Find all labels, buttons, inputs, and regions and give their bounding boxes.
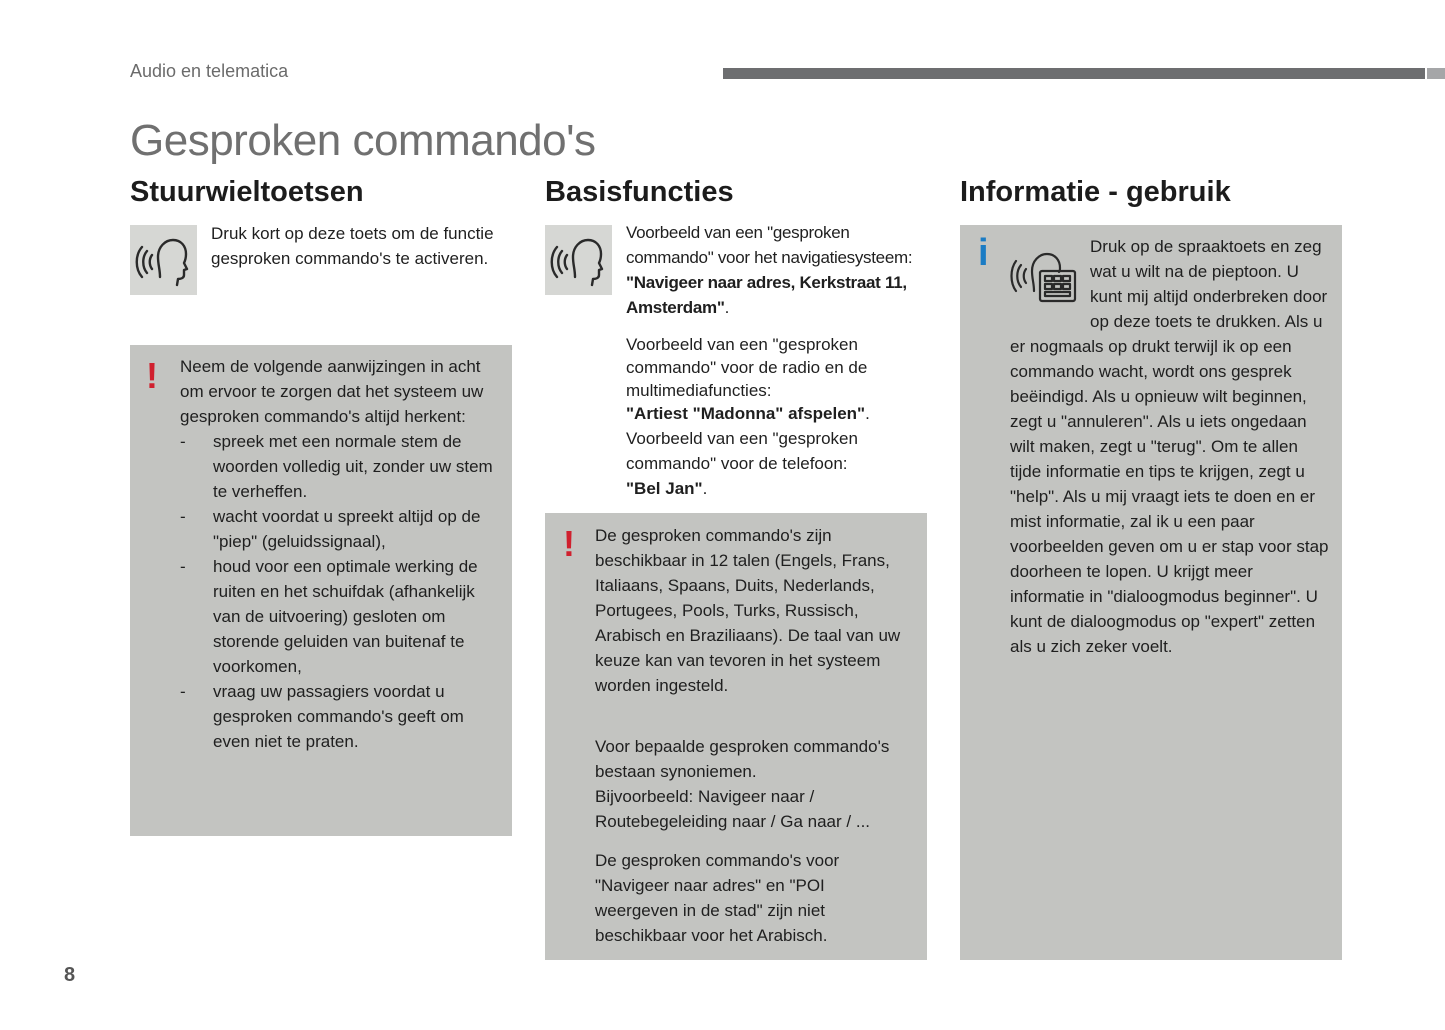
info-icon: i bbox=[978, 232, 989, 274]
example-radio-command: "Artiest "Madonna" afspelen" bbox=[626, 404, 866, 423]
voice-command-icon bbox=[545, 225, 612, 295]
warning-box-languages bbox=[545, 513, 927, 960]
arabic-paragraph: De gesproken commando's voor "Navigeer naar adres" en "POI weergeven in de stad" zijn niet beschikbaar voor het Arabisch. bbox=[595, 851, 840, 945]
section-label: Audio en telematica bbox=[130, 61, 289, 81]
heading-informatie-gebruik: Informatie - gebruik bbox=[960, 176, 1231, 208]
header-divider-bar bbox=[723, 68, 1425, 79]
list-item: - wacht voordat u spreekt altijd op de "piep" (geluidssignaal), bbox=[180, 507, 481, 551]
example-navigation: Voorbeeld van een "gesproken commando" voor het navigatiesysteem: "Navigeer naar adres, Kerkstraat 11, Amsterdam". bbox=[626, 220, 926, 320]
usage-info-text: Druk op de spraaktoets en zeg wat u wilt na de pieptoon. U kunt mij altijd onderbreken door op deze toets te drukken. Als u er nogmaals op drukt terwijl ik op een commando wacht, wordt ons gesprek beëindigd. Als u opnieuw wilt beginnen, zegt u "annuleren". Als u iets ongedaan wilt maken, zegt u "terug". Om te allen tijde informatie en tips te krijgen, zegt u "help". Als u mij vraagt iets te doen en er mist informatie, zal ik u een paar voorbeelden geven om u er stap voor stap doorheen te lopen. U krijgt meer informatie in "dialoogmodus beginner". U kunt de dialoogmodus op "expert" zetten als u zich zeker voelt. bbox=[1010, 237, 1329, 656]
warning-intro: Neem de volgende aanwijzingen in acht om ervoor te zorgen dat het systeem uw gesproken commando's altijd herkent: bbox=[180, 357, 484, 426]
page-number: 8 bbox=[64, 964, 76, 986]
languages-paragraph: De gesproken commando's zijn beschikbaar in 12 talen (Engels, Frans, Italiaans, Spaans, Duits, Nederlands, Portugees, Pools, Turks, Russisch, Arabisch en Braziliaans). De taal van uw keuze kan van tevoren in het systeem worden ingesteld. bbox=[595, 526, 901, 695]
example-phone-text: Voorbeeld van een "gesproken commando" voor de telefoon: bbox=[626, 429, 858, 473]
heading-basisfuncties: Basisfuncties bbox=[545, 176, 734, 208]
synonyms-paragraph: Voor bepaalde gesproken commando's bestaan synoniemen. Bijvoorbeeld: Navigeer naar / Routebegeleiding naar / Ga naar / ... bbox=[595, 737, 890, 831]
exclamation-icon: ! bbox=[146, 355, 158, 396]
exclamation-icon: ! bbox=[563, 523, 575, 564]
example-navigation-command: "Navigeer naar adres, Kerkstraat 11, Amsterdam" bbox=[626, 273, 907, 317]
list-item: - spreek met een normale stem de woorden volledig uit, zonder uw stem te verheffen. bbox=[180, 432, 493, 501]
col1-intro-text: Druk kort op deze toets om de functie gesproken commando's te activeren. bbox=[211, 224, 494, 268]
header-divider-tab bbox=[1427, 68, 1445, 79]
example-phone: Voorbeeld van een "gesproken commando" voor de telefoon: "Bel Jan". bbox=[626, 426, 916, 501]
example-phone-command: "Bel Jan" bbox=[626, 479, 703, 498]
info-box-usage bbox=[960, 225, 1342, 960]
warning-content bbox=[180, 354, 505, 754]
list-item: - houd voor een optimale werking de ruiten en het schuifdak (afhankelijk van de uitvoering) gesloten om storende geluiden van buitenaf te voorkomen, bbox=[180, 557, 478, 676]
list-item: - vraag uw passagiers voordat u gesproken commando's geeft om even niet te praten. bbox=[180, 682, 464, 751]
example-radio-text: Voorbeeld van een "gesproken commando" voor de radio en de multimediafuncties: bbox=[626, 335, 868, 400]
page-title: Gesproken commando's bbox=[130, 116, 596, 165]
warning-box-recognition bbox=[130, 345, 512, 836]
heading-stuurwieltoetsen: Stuurwieltoetsen bbox=[130, 176, 364, 208]
voice-command-icon bbox=[130, 225, 197, 295]
warning-list bbox=[180, 429, 505, 754]
example-radio: Voorbeeld van een "gesproken commando" voor de radio en de multimediafuncties: "Artiest "Madonna" afspelen". bbox=[626, 333, 916, 425]
example-navigation-text: Voorbeeld van een "gesproken commando" voor het navigatiesysteem: bbox=[626, 223, 913, 267]
